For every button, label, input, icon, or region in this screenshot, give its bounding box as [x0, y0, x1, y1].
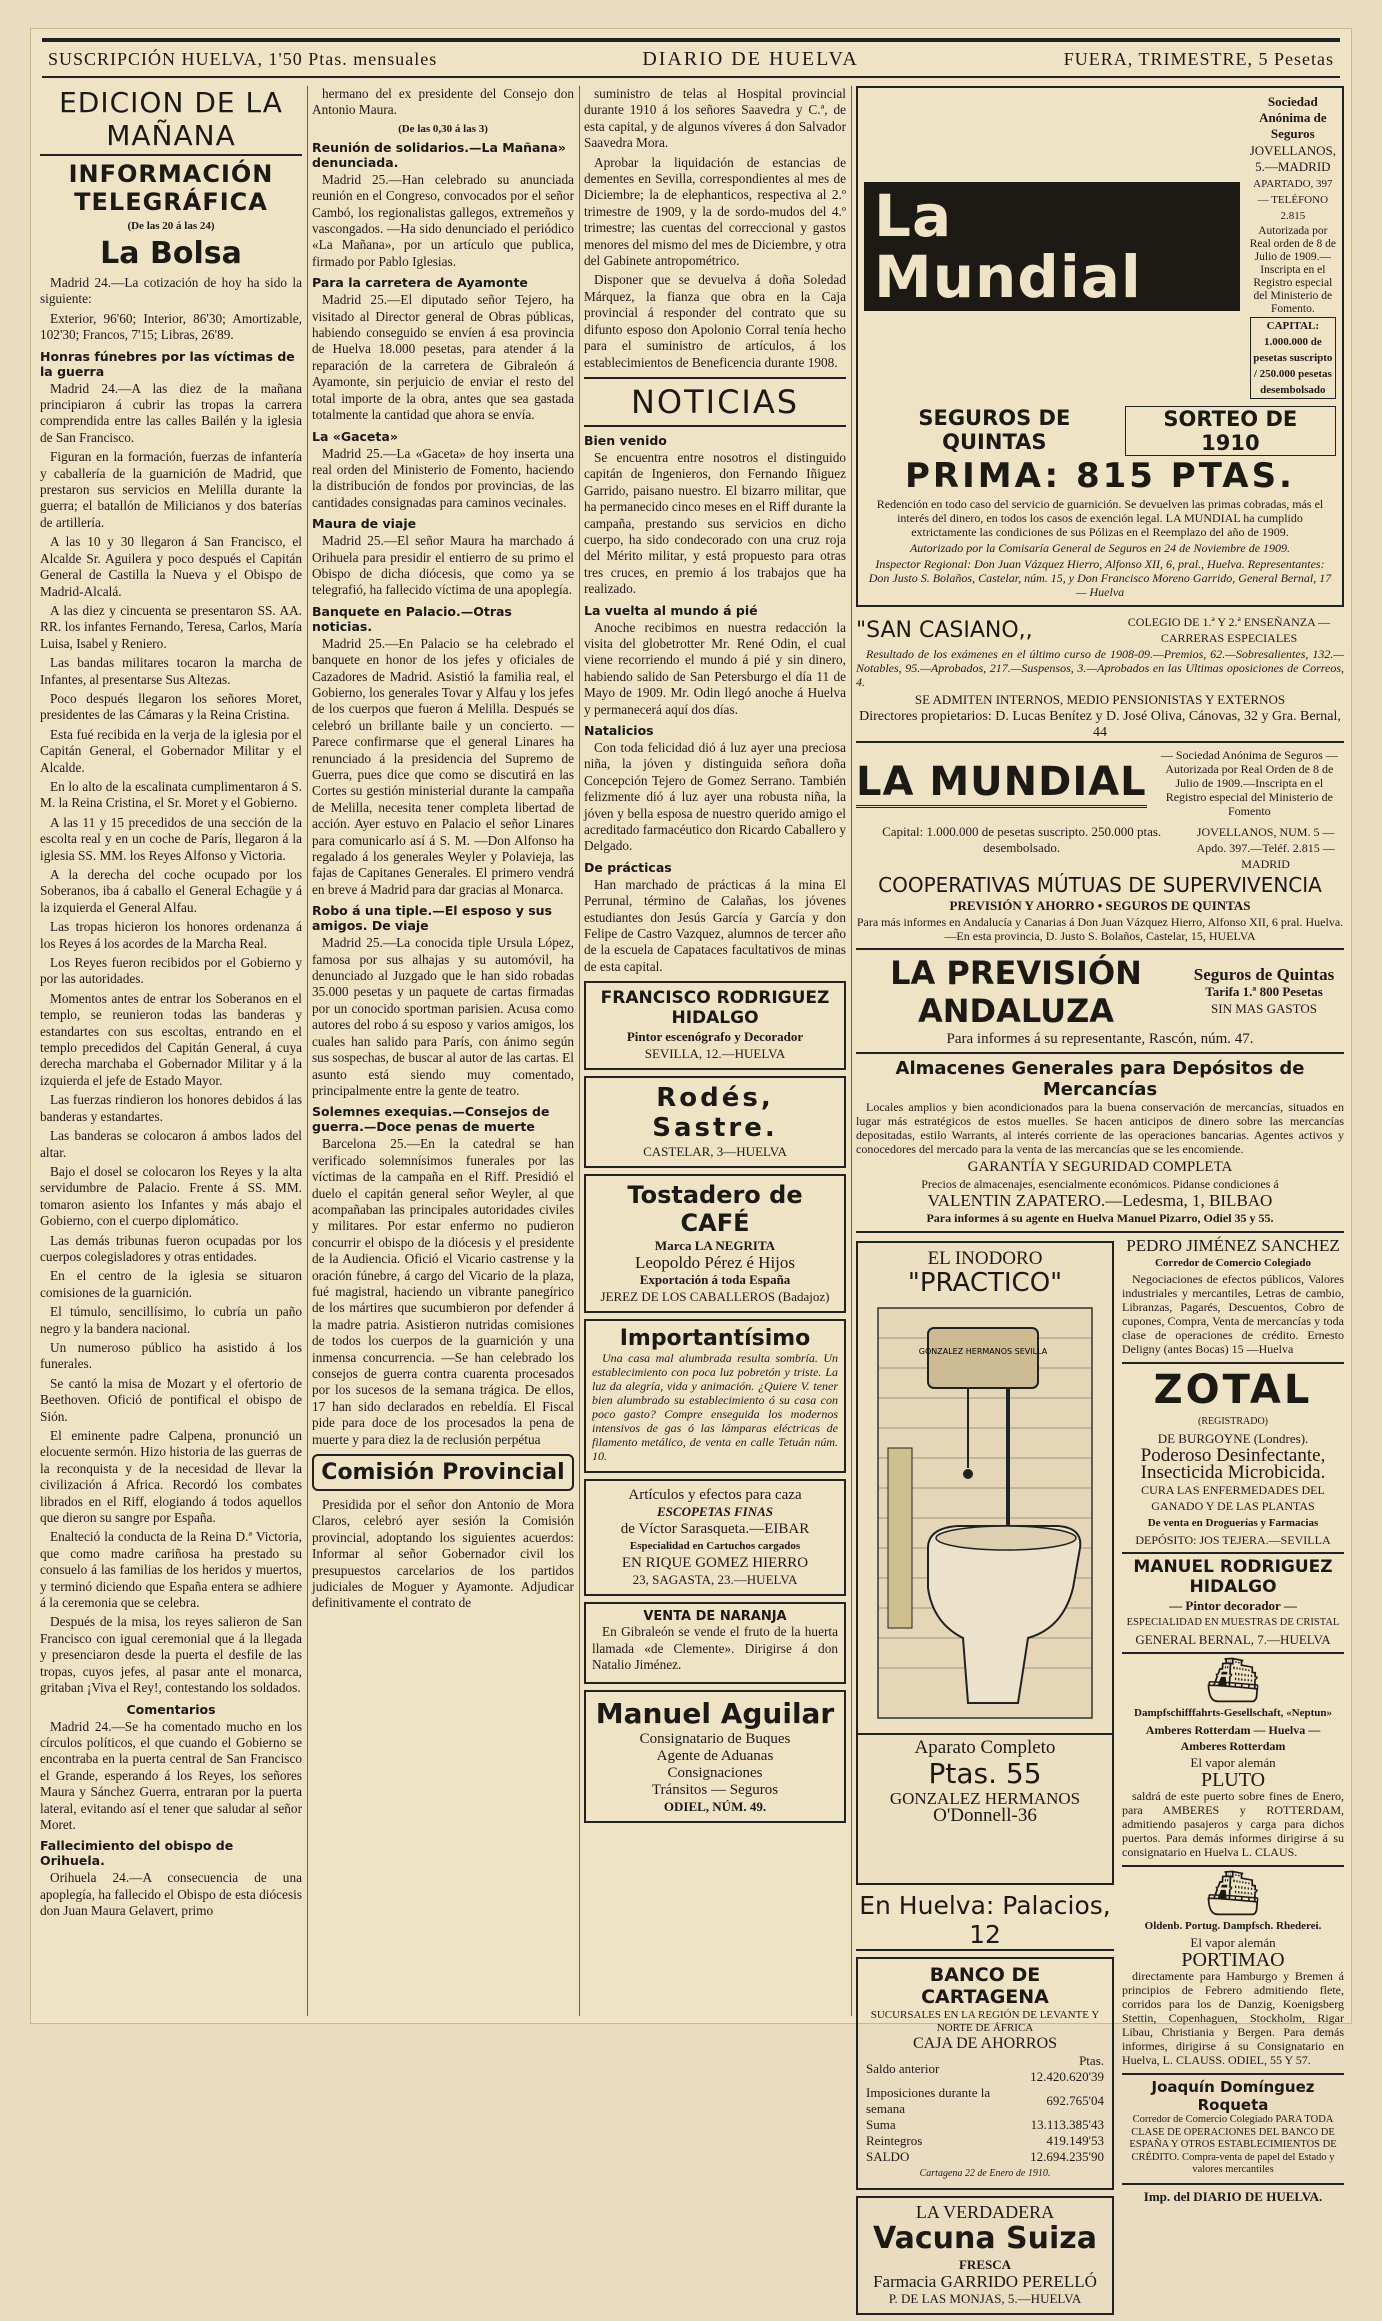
ship-name: PORTIMAO — [1181, 1949, 1285, 1971]
steamship-icon: ⛴ — [1205, 1656, 1261, 1705]
ad-line: Para informes á su agente en Huelva Manuel Pizarro, Odiel 35 y 55. — [926, 1211, 1274, 1225]
article-paragraph: Orihuela 24.—A consecuencia de una apoplegía, ha fallecido el Obispo de esta diócesis don Juan Maura Gelavert, primo — [40, 1870, 302, 1919]
ad-title: BANCO DE CARTAGENA — [921, 1964, 1049, 2008]
ad-line: LA VERDADERA — [915, 2202, 1055, 2222]
row-label: Saldo anterior — [866, 2061, 940, 2076]
ad-san-casiano — [856, 613, 1344, 743]
ad-line: — Sociedad Anónima de Seguros — Autorizada por Real Orden de 8 de Julio de 1909.—Inscripta en el Registro especial del Ministerio de Fomento — [1160, 748, 1338, 818]
ad-line: GARANTÍA Y SEGURIDAD COMPLETA — [967, 1159, 1233, 1175]
ad-title: Tostadero de CAFÉ — [627, 1181, 803, 1238]
ad-text: Para más informes en Andalucía y Canarias á Don Juan Vázquez Hierro, Alfonso XII, 6 pral. Huelva.—En esta provincia, D. Justo S. Bolaños, Castelar, 15, HUELVA — [856, 915, 1344, 943]
ad-rodriguez-hidalgo — [584, 981, 846, 1070]
ad-title: Almacenes Generales para Depósitos de Mercancías — [895, 1058, 1305, 1100]
ad-title: LA MUNDIAL — [856, 759, 1147, 808]
ad-line: Capital: 1.000.000 de pesetas suscripto. 250.000 ptas. desembolsado. — [882, 824, 1162, 855]
ad-line: P. DE LAS MONJAS, 5.—HUELVA — [888, 2291, 1082, 2306]
ad-text: Una casa mal alumbrada resulta sombría. Un establecimiento con poca luz pobretón y triste. La luz da alegría, vida y animación. ¿Quiere V. tener bien alumbrado su establecimiento ó su casa con poco gasto? Compre enseguida los modernos intensivos de gas ó las lámparas eléctricas de filamento metálico, de venta en calle Tetuán núm. 10. — [592, 1351, 838, 1464]
article-heading: Banquete en Palacio.—Otras noticias. — [312, 603, 512, 634]
article-paragraph: Los Reyes fueron recibidos por el Gobierno y por las autoridades. — [40, 955, 302, 987]
ad-title: VENTA DE NARANJA — [643, 1609, 787, 1625]
ad-line: O'Donnell-36 — [933, 1805, 1037, 1826]
ad-prevision-andaluza — [856, 954, 1344, 1054]
ad-title: ZOTAL — [1153, 1367, 1313, 1413]
row-label: Suma — [866, 2117, 896, 2132]
ad-line: Seguros de Quintas — [1193, 965, 1335, 984]
subscription-outside: FUERA, TRIMESTRE, 5 Pesetas — [1063, 48, 1334, 69]
bolsa-intro: Madrid 24.—La cotización de hoy ha sido la siguiente: — [40, 275, 302, 307]
ad-line: Consignatario de Buques — [639, 1730, 791, 1747]
article-heading: Reunión de solidarios.—La Mañana» denunciada. — [312, 139, 566, 170]
ad-line: APARTADO, 397 — TELÉFONO 2.815 — [1253, 178, 1333, 222]
article-paragraph: Anoche recibimos en nuestra redacción la visita del globetrotter Mr. René Odin, el cual viene recorriendo el mundo á pié y sin dinero, habiendo salido de San Petersburgo el día 11 de Mayo de 1909. Mr. Odin llegó anoche á Huelva y permanecerá aquí dos días. — [584, 619, 846, 717]
ad-vacuna-suiza — [856, 2196, 1114, 2315]
ad-palacios: En Huelva: Palacios, 12 — [856, 1891, 1114, 1951]
article-paragraph: Se cantó la misa de Mozart y el ofertorio de Beethoven. Ofició de pontifical el obispo de Sión. — [40, 1375, 302, 1424]
ad-line: Autorizada por Real orden de 8 de Julio de 1909.—Inscripta en el Registro especial del Ministerio de Fomento. — [1249, 225, 1336, 315]
subscription-huelva: SUSCRIPCIÓN HUELVA, 1'50 Ptas. mensuales — [48, 48, 438, 69]
ad-line: GENERAL BERNAL, 7.—HUELVA — [1135, 1632, 1331, 1647]
article-paragraph: En lo alto de la escalinata cumplimentaron á S. M. la Reina Cristina, el Sr. Moret y el Gobierno. — [40, 778, 302, 811]
ad-line: SE ADMITEN INTERNOS, MEDIO PENSIONISTAS Y EXTERNOS — [914, 692, 1286, 707]
time-range: (De las 20 á las 24) — [127, 220, 215, 232]
ad-banco-cartagena — [856, 1957, 1114, 2190]
ad-title: LA PREVISIÓN ANDALUZA — [890, 954, 1142, 1030]
ad-line: Aparato Completo — [914, 1737, 1056, 1758]
ad-line: De venta en Droguerías y Farmacias — [1147, 1517, 1319, 1529]
ad-line: Leopoldo Pérez é Hijos — [634, 1253, 796, 1273]
ad-line: CAJA DE AHORROS — [912, 2035, 1058, 2052]
ad-line: FRESCA — [958, 2257, 1011, 2272]
ad-line: Exportación á toda España — [639, 1272, 791, 1288]
article-paragraph: A las 11 y 15 precedidos de una sección de la escolta real y en un coche de París, llegaron á la iglesia SS. MM. los Reyes Alfonso y Victoria. — [40, 814, 302, 863]
row-value: 692.765'04 — [1046, 2093, 1104, 2108]
ad-text: Locales amplios y bien acondicionados para la buena conservación de mercancías, situados en lugar más estratégicos de estos muelles. Se hacen anticipos de dinero sobre las mercancías depositadas, estilo Warrants, al interés corriente de las operaciones bancarias. Agentes activos y conocedores del mercado para la venta de las mercancías que se les encomiende. — [856, 1100, 1344, 1156]
ad-line: Poderoso Desinfectante, — [1140, 1445, 1326, 1466]
row-label: Imposiciones durante la semana — [866, 2085, 991, 2116]
article-heading: Bien venido — [584, 432, 667, 448]
ad-manuel-rodriguez-hidalgo — [1122, 1554, 1344, 1654]
steamship-icon: ⛴ — [1205, 1869, 1261, 1918]
article-heading: Fallecimiento del obispo de Orihuela. — [40, 1838, 234, 1869]
ad-line: 23, SAGASTA, 23.—HUELVA — [632, 1572, 798, 1588]
article-paragraph: Con toda felicidad dió á luz ayer una preciosa niña, la jóven y distinguida señora doña Concepción Tejero de Gomez Serrano. También felizmente dió á luz ayer una robusta niña, la jóven y bella esposa de nuestro querido amigo el acreditado farmacéutico don Ricardo Caballero y Delgado. — [584, 740, 846, 854]
article-heading: Para la carretera de Ayamonte — [312, 275, 528, 291]
ad-importantisimo — [584, 1319, 846, 1473]
savings-table — [864, 2053, 1106, 2165]
ad-line: SEVILLA, 12.—HUELVA — [644, 1046, 786, 1062]
article-heading: Comentarios — [126, 1701, 216, 1717]
article-paragraph: A las diez y cincuenta se presentaron SS. AA. RR. los infantes Fernando, Teresa, Carlos, María Luisa, Isabel y Reniero. — [40, 602, 302, 651]
ad-line: (REGISTRADO) — [1198, 1416, 1268, 1427]
ad-line: CAPITAL: 1.000.000 de pesetas suscripto / 250.000 pesetas desembolsado — [1250, 317, 1336, 399]
ad-inodoro-practico — [856, 1241, 1114, 1885]
column-4-ads — [856, 86, 1344, 2306]
article-heading: Solemnes exequias.—Consejos de guerra.—Doce penas de muerte — [312, 1104, 550, 1135]
ad-line: Artículos y efectos para caza — [628, 1487, 802, 1504]
ad-neptun — [1122, 1654, 1344, 1867]
article-paragraph: Madrid 25.—El diputado señor Tejero, ha visitado al Director general de Obras públicas, habiendo conseguido se envíen á esa provincia de Huelva 18.000 pesetas, para atender á la reparación de la carretera de Gibraleón á Ayamonte, sin perjuicio de enviar el resto del total importe de la obra, antes que sea gastada totalmente la cantidad que ahora se envía. — [312, 292, 574, 423]
article-paragraph: Las banderas se colocaron á ambos lados del altar. — [40, 1128, 302, 1160]
ad-text: directamente para Hamburgo y Bremen á principios de Febrero admitiendo flete, corridos para los de Danzig, Koenigsberg Stettin, Copenhaguen, Stockholm, Rigar Libau, Christiania y Bergen. Para demás informes, dirigirse á su Consignatario en Huelva, L. CLAUSS. ODIEL, 55 Y 57. — [1122, 1969, 1344, 2067]
ad-line: JOVELLANOS, 5.—MADRID — [1249, 143, 1336, 174]
article-paragraph: suministro de telas al Hospital provincial durante 1910 á los señores Saavedra y C.ª, de esta capital, y de algunos víveres á don Salvador Saavedra Mora. — [584, 86, 846, 151]
ad-title: FRANCISCO RODRIGUEZ HIDALGO — [600, 988, 830, 1029]
ad-title: Rodés, Sastre. — [652, 1083, 778, 1144]
ad-line: Pintor escenógrafo y Decorador — [626, 1029, 804, 1045]
ad-line: ODIEL, NÚM. 49. — [663, 1798, 767, 1814]
ad-line: Farmacia GARRIDO PERELLÓ — [873, 2272, 1097, 2291]
ad-title: Importantísimo — [619, 1326, 811, 1352]
ad-line: CASTELAR, 3—HUELVA — [643, 1144, 787, 1160]
row-value: 13.113.385'43 — [1030, 2117, 1104, 2132]
ad-joaquin-dominguez — [1122, 2075, 1344, 2185]
article-paragraph: A la derecha del coche ocupado por los Soberanos, iba á caballo el General Echagüe y á la izquierda el General Alfau. — [40, 867, 302, 915]
ad-line: ESPECIALIDAD EN MUESTRAS DE CRISTAL — [1126, 1617, 1340, 1628]
ship-name: PLUTO — [1200, 1769, 1266, 1791]
table-row — [864, 2085, 1106, 2117]
bolsa-heading: La Bolsa — [100, 236, 242, 271]
table-row — [864, 2149, 1106, 2165]
ad-line: Sociedad Anónima de Seguros — [1259, 94, 1327, 141]
column-1 — [40, 86, 302, 2016]
ad-title: EL INODORO — [927, 1248, 1043, 1269]
ad-title: Joaquín Domínguez Roqueta — [1151, 2078, 1315, 2114]
ad-title: Vacuna Suiza — [873, 2221, 1097, 2256]
ad-caza — [584, 1479, 846, 1596]
ad-almacenes — [856, 1058, 1344, 1233]
ad-line: SUCURSALES EN LA REGIÓN DE LEVANTE Y NORTE DE ÁFRICA — [870, 2009, 1100, 2034]
newspaper-page — [30, 28, 1352, 2306]
article-paragraph: Se encuentra entre nosotros el distinguido capitán de Ingenieros, don Fernando Iñiguez Garrido, paisano nuestro. El bizarro militar, que ha permanecido cinco meses en el Riff durante la campaña, prestando sus servicios en dicho cuerpo, ha sido condecorado con una cruz roja del Mérito militar, y está propuesto para otras tres cruces, en premio á los trabajos que ha realizado. — [584, 449, 846, 597]
row-value: 12.694.235'90 — [1030, 2149, 1104, 2164]
ad-line: Directores propietarios: D. Lucas Benítez y D. José Oliva, Cánovas, 32 y Gra. Bernal, 44 — [856, 709, 1344, 743]
toilet-illustration — [858, 1298, 1112, 1728]
tank-label: GONZALEZ HERMANOS SEVILLA — [918, 1347, 1048, 1356]
ad-text: Negociaciones de efectos públicos, Valores industriales y mercantiles, Letras de cambio, Libranzas, Pagarés, Descuentos, Cobro de cupones, Compra, Venta de mercancías y toda clase de operaciones de crédito. Ernesto Deligny (antes Bocas) 15 —Huelva — [1122, 1272, 1344, 1356]
ad-line: Corredor de Comercio Colegiado — [1154, 1257, 1312, 1269]
ad-text: saldrá de este puerto sobre fines de Enero, para AMBERES y ROTTERDAM, admitiendo pasajeros y carga para dichos puertos. Para demás informes dirigirse á su consignatario en Huelva L. CLAUS. — [1122, 1789, 1344, 1859]
article-heading: Maura de viaje — [312, 516, 417, 532]
article-paragraph: Después de la misa, los reyes salieron de San Francisco con igual ceremonial que á la llegada y presenciaron desde la puerta el desfile de las tropas, cuyos jefes, al pasar ante el monarca, gritaban ¡Viva el Rey!, contestando los soldados. — [40, 1614, 302, 1696]
ad-price: Ptas. 55 — [928, 1757, 1042, 1790]
ad-line: Cartagena 22 de Enero de 1910. — [919, 2168, 1051, 2179]
column-rule — [579, 86, 580, 2016]
ad-line: Amberes Rotterdam — Huelva — Amberes Rotterdam — [1145, 1723, 1321, 1753]
ad-line: DEPÓSITO: JOS TEJERA.—SEVILLA — [1135, 1533, 1331, 1547]
ad-line: COLEGIO DE 1.ª Y 2.ª ENSEÑANZA — CARRERAS ESPECIALES — [1127, 615, 1331, 645]
article-paragraph: Momentos antes de entrar los Soberanos en el templo, se reunieron todas las banderas y estandartes con sus escoltas, entrando en el templo precedidos del Capitán General, á cuya derecha marchaba el Gobernador Militar y á la izquierda el jefe de Estado Mayor. — [40, 990, 302, 1088]
ad-line: Precios de almacenajes, esencialmente económicos. Pidanse condiciones á — [921, 1177, 1279, 1191]
row-value: Ptas. 12.420.620'39 — [1030, 2053, 1104, 2084]
article-paragraph: Presidida por el señor don Antonio de Mora Claros, celebró ayer sesión la Comisión provincial, adoptando los siguientes acuerdos: Informar al señor Gobernador civil los presupuestos carcelarios de los partidos judiciales de Moguer y Ayamonte. Adjudicar definitivamente el contrato de — [312, 1497, 574, 1611]
ad-line: GONZALEZ HERMANOS — [889, 1789, 1081, 1808]
article-paragraph: Madrid 25.—Han celebrado su anunciada reunión en el Congreso, convocados por el señor Cambó, los regionalistas gallegos, extremeños y vascongados. —Ha sido denunciado el periódico «La Mañana», por un artículo que publica, firmado por Pablo Iglesias. — [312, 171, 574, 269]
ad-zotal — [1122, 1364, 1344, 1554]
noticias-heading: NOTICIAS — [584, 377, 846, 427]
article-paragraph: En el centro de la iglesia se situaron comisiones de la guarnición. — [40, 1268, 302, 1300]
row-value: 419.149'53 — [1046, 2133, 1104, 2148]
article-paragraph: Madrid 25.—El señor Maura ha marchado á Orihuela para presidir el entierro de su primo el Obispo de dicha diócesis, que como ya se telegrafió, ha fallecido víctima de una apoplegía. — [312, 533, 574, 598]
table-row — [864, 2133, 1106, 2149]
article-paragraph: Bajo el dosel se colocaron los Reyes y la alta servidumbre de Palacio. Frente á SS. MM. tomaron asiento los Infantes y más abajo el Gobierno, con el cuerpo diplomático. — [40, 1163, 302, 1229]
newspaper-title: DIARIO DE HUELVA — [642, 47, 859, 70]
ad-text: Resultado de los exámenes en el último curso de 1908-09.—Premios, 62.—Sobresalientes, 132.—Notables, 95.—Aprobados, 217.—Suspensos, 3.—Aprobados en las Ultimas oposiciones de Correos, 4. — [856, 647, 1344, 689]
article-paragraph: hermano del ex presidente del Consejo don Antonio Maura. — [312, 86, 574, 118]
article-body — [40, 381, 302, 1697]
bolsa-values: Exterior, 96'60; Interior, 86'30; Amortizable, 102'30; Francos, 7'15; Libras, 26'89. — [40, 310, 302, 343]
ad-text: Inspector Regional: Don Juan Vázquez Hierro, Alfonso XII, 6, pral., Huelva. Representantes: Don Justo S. Bolaños, Castelar, núm. 15, y Don Francisco Moreno Garrido, General Bernal, 17 — Huelva — [868, 557, 1332, 599]
article-paragraph: Las tropas hicieron los honores ordenanza á los Reyes á los acordes de la Marcha Real. — [40, 919, 302, 951]
ad-line: Marca LA NEGRITA — [654, 1238, 776, 1254]
article-paragraph: Enalteció la conducta de la Reina D.ª Victoria, que como madre cariñosa ha prestado su consuelo á las familias de los heridos y muertos, y terminó diciendo que España entera se adhiere á la ceremonia que se celebra. — [40, 1529, 302, 1611]
article-paragraph: Esta fué recibida en la verja de la iglesia por el Capitán General, el Gobernador Militar y el Alcalde. — [40, 726, 302, 775]
ad-line: El vapor alemán — [1190, 1755, 1276, 1770]
ad-line: Para informes á su representante, Rascón, núm. 47. — [946, 1031, 1254, 1047]
ad-subtitle: SEGUROS DE QUINTAS — [918, 406, 1071, 454]
column-rule — [851, 86, 852, 2016]
imprint: Imp. del DIARIO DE HUELVA. — [1143, 2188, 1323, 2204]
article-paragraph: Barcelona 25.—En la catedral se han verificado solemnísimos funerales por las víctimas de la campaña en el Riff. Presidió el duelo el capitán general señor Weyler, al que acompañaban las principales autoridades civiles y militares. Por estar enfermo no pudieron concurrir el obispo de la diócesis y el presidente de la Audiencia. Ofició el Vicario castrense y la oración fúnebre, á cargo del Vicario de la plaza, fué magistral, haciendo un vibrante panegírico de los mártires que sucumbieron por defender á la madre patria. Asistieron nutridas comisiones de todos los cuerpos de la guarnición y una inmensa concurrencia. —Se han celebrado los consejos de guerra contra cuarenta procesados por los sucesos de la semana trágica. De ellos, 17 han sido declarados en rebeldía. El Fiscal pide para doce de los procesados la pena de muerte y para diez la de reclusión perpétua — [312, 1136, 574, 1447]
ad-title: Manuel Aguilar — [595, 1696, 835, 1730]
news-list — [584, 433, 846, 975]
row-label: SALDO — [866, 2149, 910, 2164]
ad-line: JEREZ DE LOS CABALLEROS (Badajoz) — [600, 1289, 830, 1305]
prima-banner: PRIMA: 815 PTAS. — [905, 456, 1295, 496]
ad-pedro-jimenez — [1122, 1238, 1344, 1364]
la-mundial-logo: La Mundial — [864, 182, 1240, 312]
ad-line: EN RIQUE GOMEZ HIERRO — [621, 1555, 809, 1572]
ad-text: Autorizado por la Comisaría General de Seguros en 24 de Noviembre de 1909. — [909, 541, 1291, 555]
ad-line: Especialidad en Cartuchos cargados — [629, 1540, 801, 1553]
ad-line: El vapor alemán — [1190, 1935, 1276, 1950]
ad-line: Tránsitos — Seguros — [651, 1781, 779, 1798]
article-heading: La vuelta al mundo á pié — [584, 602, 758, 618]
column-rule — [307, 86, 308, 2016]
ad-line: Oldenb. Portug. Dampfsch. Rhederei. — [1144, 1920, 1322, 1932]
column-2 — [312, 86, 574, 2016]
ad-line: SIN MAS GASTOS — [1211, 1001, 1317, 1016]
ad-text: Redención en todo caso del servicio de guarnición. Se devuelven las primas cobradas, más el interés del dinero, en todos los casos de exención legal. LA MUNDIAL ha cumplido extrictamente las condiciones de sus Pólizas en el Reemplazo del año de 1909. — [876, 497, 1324, 539]
article-paragraph: Disponer que se devuelva á doña Soledad Márquez, la fianza que obra en la Caja provincial á responder del contrato que su difunto esposo don Apolonio Corral tenía hecho para el suministro de artículos, á los establecimientos de Beneficencia durante 1908. — [584, 272, 846, 370]
section-title: INFORMACIÓN TELEGRÁFICA — [68, 160, 274, 216]
ad-manuel-aguilar — [584, 1690, 846, 1823]
article-heading: Natalicios — [584, 723, 654, 738]
ad-line: VALENTIN ZAPATERO.—Ledesma, 1, BILBAO — [927, 1191, 1273, 1210]
ad-subtitle: SORTEO DE 1910 — [1125, 406, 1336, 456]
telegram-list — [312, 140, 574, 1448]
ad-line: CURA LAS ENFERMEDADES DEL GANADO Y DE LAS PLANTAS — [1141, 1483, 1325, 1513]
article-paragraph: Han marchado de prácticas á la mina El Perrunal, término de Calañas, los jóvenes estudiantes don Jesús García y García y don Felipe de Castro Vazquez, alumnos de tercer año de la escuela de Capataces facultativos de minas de esta capital. — [584, 876, 846, 974]
article-paragraph: Las fuerzas rindieron los honores debidos á las banderas y estandartes. — [40, 1092, 302, 1124]
ad-subtitle: COOPERATIVAS MÚTUAS DE SUPERVIVENCIA — [878, 873, 1322, 897]
article-paragraph: El túmulo, sencillísimo, lo cubría un paño negro y la bandera nacional. — [40, 1304, 302, 1336]
article-paragraph: Poco después llegaron los señores Moret, presidentes de las Cámaras y la Reina Cristina. — [40, 690, 302, 723]
article-paragraph: Las bandas militares tocaron la marcha de Infantes, al presentarse Sus Altezas. — [40, 655, 302, 687]
article-paragraph: Las demás tribunas fueron ocupadas por los cuerpos colegisladores y otras entidades. — [40, 1232, 302, 1264]
ad-line: ESCOPETAS FINAS — [657, 1504, 773, 1520]
ad-oldenburg — [1122, 1867, 1344, 2075]
article-heading: Honras fúnebres por las víctimas de la guerra — [40, 348, 295, 379]
ad-line: de Víctor Sarasqueta.—EIBAR — [620, 1521, 810, 1538]
article-paragraph: Madrid 25.—En Palacio se ha celebrado el banquete en honor de los jefes y oficiales de Cazadores de Madrid. Asistió la familia real, el Gobierno, los generales Tovar y Alfau y los jefes de los cuerpos que fueron á Melilla. Después se celebró un brillante baile y un concierto. —Parece confirmarse que el general Linares ha renunciado á la presidencia del Supremo de Guerra, pues dice que como se discutirá en las Cortes su gestión ministerial durante la campaña de Melilla, necesita tener completa libertad de acción. Ayer estuvo en Palacio el señor Linares para comunicarlo así á S. M. —Don Alfonso ha regalado á los generales Weyler y Polavieja, las fajas de Capitanes Generales. El primero vendrá en breve á Madrid para dar gracias al Monarca. — [312, 635, 574, 897]
article-paragraph: Madrid 24.—A las diez de la mañana principiaron á cubrir las tropas la carrera comprendida entre las calles Bailén y la iglesia de San Francisco. — [40, 380, 302, 445]
ad-line: Dampfschifffahrts-Gesellschaft, «Neptun» — [1134, 1707, 1332, 1719]
ad-title: "SAN CASIANO,, — [856, 617, 1033, 643]
ad-line: Consignaciones — [667, 1764, 763, 1781]
ad-line: JOVELLANOS, NUM. 5 — Apdo. 397.—Teléf. 2.815 — MADRID — [1196, 825, 1335, 871]
ad-la-mundial — [856, 86, 1344, 607]
article-heading: Robo á una tiple.—El esposo y sus amigos. De viaje — [312, 903, 552, 934]
ad-text: En Gibraleón se vende el fruto de la huerta llamada «de Clemente». Dirigirse á don Natalio Jiménez. — [592, 1624, 838, 1673]
masthead — [42, 38, 1340, 78]
comision-heading: Comisión Provincial — [312, 1454, 574, 1491]
ad-rodes — [584, 1076, 846, 1168]
ad-tostadero — [584, 1174, 846, 1313]
article-heading: La «Gaceta» — [312, 428, 398, 444]
article-paragraph: Madrid 25.—La conocida tiple Ursula López, famosa por sus alhajas y su automóvil, ha denunciado al Juzgado que le han sido robadas 35.000 pesetas y un paquete de cartas firmadas por un conocido sportman parisien. Acusa como autores del robo á su esposo y varios amigos, los cuales han salido para París, con ánimo según sus sospechas, de buscar al autor de las cartas. El asunto está siendo muy comentado, principalmente entre la gente de teatro. — [312, 935, 574, 1098]
ad-line: PREVISIÓN Y AHORRO • SEGUROS DE QUINTAS — [949, 898, 1251, 913]
ad-line: DE BURGOYNE (Londres). — [1157, 1431, 1309, 1446]
table-row — [864, 2053, 1106, 2085]
ad-title: "PRACTICO" — [907, 1268, 1063, 1298]
table-row — [864, 2117, 1106, 2133]
article-paragraph: Un numeroso público ha asistido á los funerales. — [40, 1339, 302, 1372]
edition-title: EDICION DE LA MAÑANA — [40, 86, 302, 156]
article-paragraph: El eminente padre Calpena, pronunció un elocuente sermón. Hizo historia de las guerras de la reconquista y de la necesidad de llevar la civilización á Africa. Recordó los combates librados en el Riff, elogiando á todos aquellos que dieron su sangre por España. — [40, 1428, 302, 1526]
ad-la-mundial-2 — [856, 747, 1344, 950]
ad-line: Insecticida Microbicida. — [1140, 1462, 1326, 1483]
time-range: (De las 0,30 á las 3) — [398, 122, 488, 135]
article-heading: De prácticas — [584, 859, 672, 875]
ad-title: PEDRO JIMÉNEZ SANCHEZ — [1126, 1236, 1340, 1255]
ad-title: MANUEL RODRIGUEZ HIDALGO — [1133, 1557, 1333, 1597]
column-3 — [584, 86, 846, 2016]
article-paragraph: Aprobar la liquidación de estancias de dementes en Sevilla, correspondientes al mes de Diciembre; la de elephanticos, respectiva al 2.º trimestre de 1909, y la de sordo-mudos del 4.º trimestre; las cuentas del correccional y gastos menores del mismo del mes de Diciembre, y otra del Gabinete antropométrico. — [584, 154, 846, 269]
ad-line: Tarifa 1.ª 800 Pesetas — [1205, 984, 1323, 999]
article-paragraph: Madrid 25.—La «Gaceta» de hoy inserta una real orden del Ministerio de Fomento, haciendo la distribución de fondos por provincias, de las cantidades consignadas para caminos vecinales. — [312, 445, 574, 510]
ad-naranja — [584, 1602, 846, 1683]
article-paragraph: A las 10 y 30 llegaron á San Francisco, el Alcalde Sr. Aguilera y poco después el Capitán General de Castilla la Nueva y el Obispo de Madrid-Alcalá. — [40, 534, 302, 599]
ad-line: Agente de Aduanas — [656, 1747, 774, 1764]
row-label: Reintegros — [866, 2133, 923, 2148]
ad-line: — Pintor decorador — — [1169, 1598, 1297, 1613]
ad-text: Corredor de Comercio Colegiado PARA TODA CLASE DE OPERACIONES DEL BANCO DE ESPAÑA Y OTROS ESTABLECIMIENTOS DE CRÉDITO. Compra-venta de papel del Estado y valores mercantiles — [1129, 2114, 1337, 2175]
article-paragraph: Figuran en la formación, fuerzas de infantería y caballería de la guarnición de Madrid, que prestaron sus servicios en Melilla durante la guerra; el batallón de Milicianos y dos baterías de artillería. — [40, 449, 302, 530]
article-paragraph: Madrid 24.—Se ha comentado mucho en los círculos políticos, el que cuando el Gobierno se encontraba en la puerta central de San Francisco el Grande, esperando á los Reyes, los señores Maura y Sánchez Guerra, entraran por la puerta lateral, evitando así el tener que saludar al señor Moret. — [40, 1718, 302, 1832]
